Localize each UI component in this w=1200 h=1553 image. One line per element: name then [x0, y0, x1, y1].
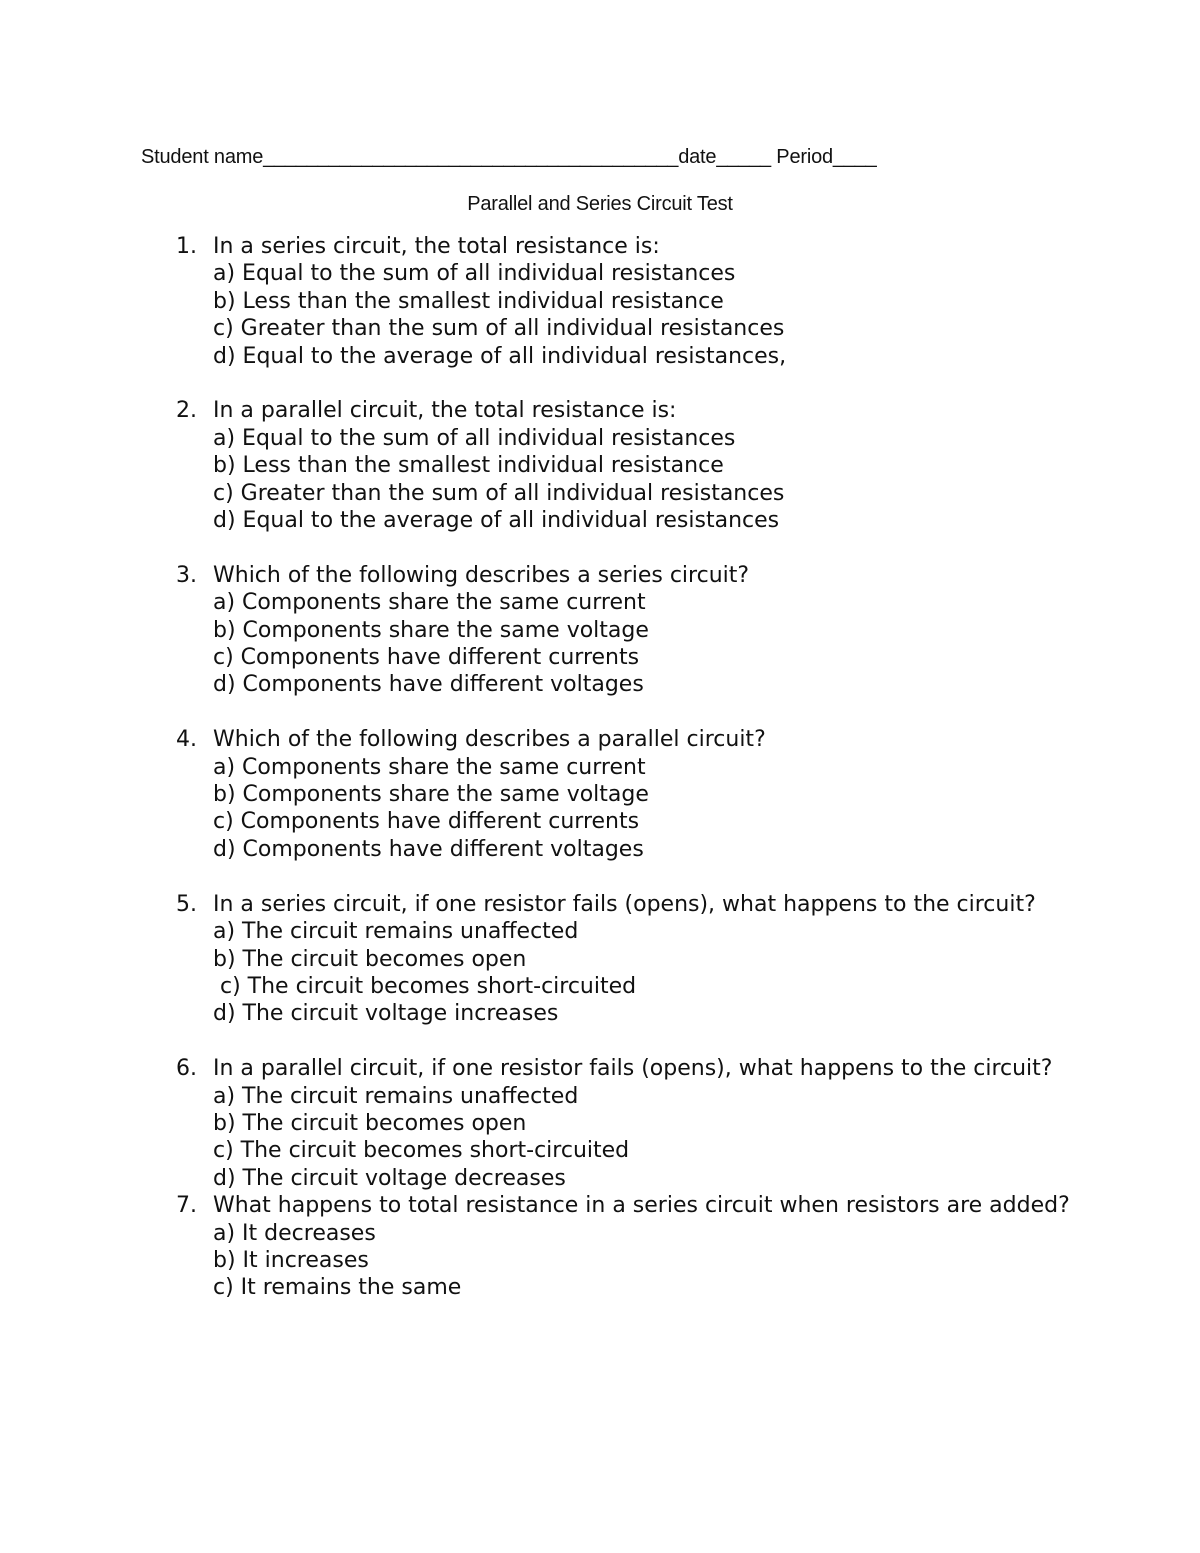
- answer-option-d: d) Components have different voltages: [213, 836, 644, 862]
- answer-options: [213, 1083, 1072, 1193]
- question-number: 4.: [176, 727, 197, 753]
- answer-option-b: b) Components share the same voltage: [213, 617, 649, 643]
- answer-option-c: c) It remains the same: [213, 1275, 462, 1301]
- question-4: [172, 726, 1072, 863]
- answer-option-c: c) Components have different currents: [213, 645, 640, 671]
- question-text: Which of the following describes a parallel circuit?: [213, 727, 766, 753]
- question-text: In a series circuit, the total resistance is:: [213, 234, 660, 259]
- answer-option-a: a) Equal to the sum of all individual resistances: [213, 425, 736, 451]
- question-number: 7.: [176, 1193, 197, 1219]
- question-list: [172, 233, 1072, 1302]
- answer-option-a: a) Equal to the sum of all individual resistances: [213, 261, 736, 287]
- question-text: In a series circuit, if one resistor fails (opens), what happens to the circuit?: [213, 891, 1036, 917]
- answer-option-b: b) Components share the same voltage: [213, 782, 649, 808]
- answer-options: [213, 754, 1072, 864]
- question-text: What happens to total resistance in a series circuit when resistors are added?: [213, 1193, 1070, 1219]
- answer-option-b: b) It increases: [213, 1247, 369, 1273]
- answer-option-b: b) Less than the smallest individual resistance: [213, 453, 724, 479]
- answer-option-b: b) The circuit becomes open: [213, 1110, 527, 1136]
- answer-option-d: d) Components have different voltages: [213, 672, 644, 698]
- question-text: Which of the following describes a series circuit?: [213, 562, 750, 588]
- answer-option-c: c) Greater than the sum of all individual resistances: [213, 480, 785, 506]
- answer-option-a: a) The circuit remains unaffected: [213, 1083, 579, 1109]
- answer-option-d: d) Equal to the average of all individual resistances,: [213, 343, 787, 369]
- page-title: Parallel and Series Circuit Test: [467, 193, 733, 215]
- student-info-line: Student name______________________________________date_____ Period____: [141, 146, 877, 168]
- question-3: [172, 562, 1072, 699]
- question-text: In a parallel circuit, if one resistor fails (opens), what happens to the circuit?: [213, 1056, 1053, 1082]
- answer-option-d: d) The circuit voltage increases: [213, 1001, 559, 1027]
- question-number: 3.: [176, 562, 197, 588]
- answer-option-c: c) The circuit becomes short-circuited: [213, 1138, 630, 1164]
- answer-option-a: a) Components share the same current: [213, 590, 646, 616]
- answer-options: [213, 589, 1072, 699]
- answer-option-c: c) Greater than the sum of all individual resistances: [213, 316, 785, 342]
- answer-option-b: b) Less than the smallest individual resistance: [213, 288, 724, 314]
- answer-option-a: a) The circuit remains unaffected: [213, 919, 579, 945]
- question-2: [172, 397, 1072, 534]
- answer-option-a: a) It decreases: [213, 1220, 376, 1246]
- question-1: [172, 233, 1072, 370]
- answer-option-b: b) The circuit becomes open: [213, 946, 527, 972]
- answer-option-a: a) Components share the same current: [213, 754, 646, 780]
- question-5: [172, 891, 1072, 1028]
- question-number: 1.: [176, 234, 197, 259]
- question-number: 6.: [176, 1056, 197, 1082]
- question-7: [172, 1192, 1072, 1302]
- question-number: 5.: [176, 891, 197, 917]
- answer-option-c: c) Components have different currents: [213, 809, 640, 835]
- question-number: 2.: [176, 398, 197, 424]
- answer-options: [213, 425, 1072, 535]
- answer-option-d: d) The circuit voltage decreases: [213, 1165, 566, 1191]
- question-text: In a parallel circuit, the total resistance is:: [213, 398, 677, 424]
- question-6: [172, 1055, 1072, 1192]
- answer-options: [213, 918, 1072, 1028]
- answer-option-d: d) Equal to the average of all individual resistances: [213, 508, 780, 534]
- answer-option-c: c) The circuit becomes short-circuited: [213, 973, 637, 999]
- answer-options: [213, 260, 1072, 370]
- answer-options: [213, 1220, 1072, 1302]
